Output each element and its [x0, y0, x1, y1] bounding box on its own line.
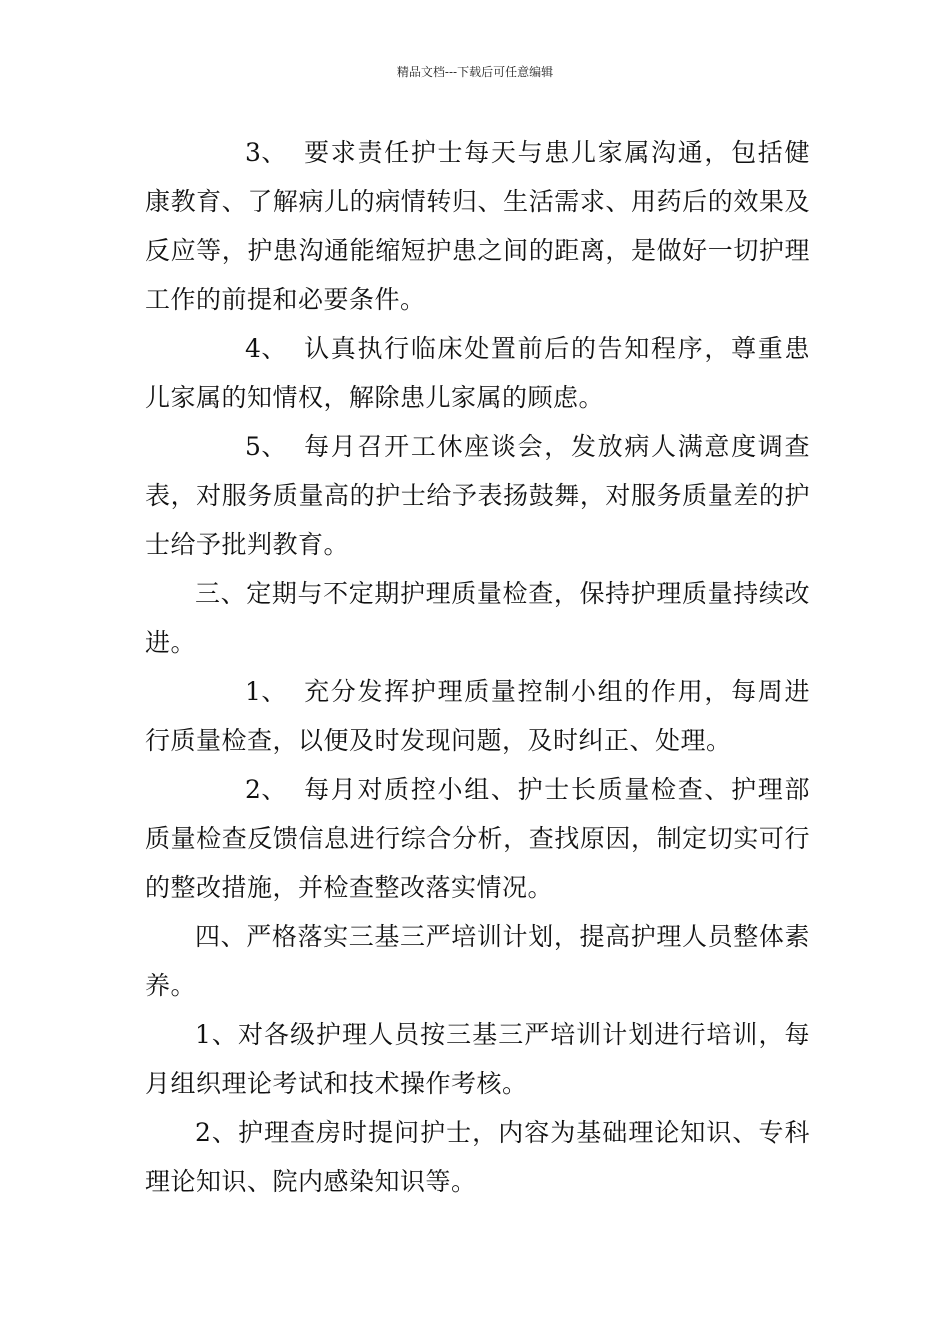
paragraph-item-4	[145, 324, 810, 422]
section-heading-3	[145, 569, 810, 667]
paragraph-text: 每月对质控小组、护士长质量检查、护理部质量检查反馈信息进行综合分析，查找原因，制定切实可行的整改措施，并检查整改落实情况。	[145, 775, 810, 902]
paragraph-item-1	[145, 667, 810, 765]
paragraph-text: 认真执行临床处置前后的告知程序，尊重患儿家属的知情权，解除患儿家属的顾虑。	[145, 334, 810, 412]
paragraph-text: 每月召开工休座谈会，发放病人满意度调查表，对服务质量高的护士给予表扬鼓舞，对服务质量差的护士给予批判教育。	[145, 432, 810, 559]
paragraph-text: 1、对各级护理人员按三基三严培训计划进行培训，每月组织理论考试和技术操作考核。	[145, 1020, 810, 1098]
paragraph-item-5	[145, 422, 810, 569]
heading-text: 四、严格落实三基三严培训计划，提高护理人员整体素养。	[145, 922, 810, 1000]
paragraph-item-3	[145, 128, 810, 324]
paragraph-number: 2、	[245, 775, 287, 804]
page-header: 精品文档---下载后可任意编辑	[396, 65, 554, 79]
paragraph-text: 要求责任护士每天与患儿家属沟通，包括健康教育、了解病儿的病情转归、生活需求、用药后的效果及反应等，护患沟通能缩短护患之间的距离，是做好一切护理工作的前提和必要条件。	[145, 138, 810, 314]
paragraph-number: 1、	[245, 677, 287, 706]
training-item-2	[145, 1108, 810, 1206]
paragraph-number: 3、	[245, 138, 287, 167]
paragraph-number: 5、	[245, 432, 287, 461]
training-item-1	[145, 1010, 810, 1108]
heading-text: 三、定期与不定期护理质量检查，保持护理质量持续改进。	[145, 579, 810, 657]
paragraph-number: 4、	[245, 334, 287, 363]
document-body	[145, 128, 810, 1206]
paragraph-text: 充分发挥护理质量控制小组的作用，每周进行质量检查，以便及时发现问题，及时纠正、处理。	[145, 677, 810, 755]
paragraph-item-2	[145, 765, 810, 912]
paragraph-text: 2、护理查房时提问护士，内容为基础理论知识、专科理论知识、院内感染知识等。	[145, 1118, 810, 1196]
section-heading-4	[145, 912, 810, 1010]
